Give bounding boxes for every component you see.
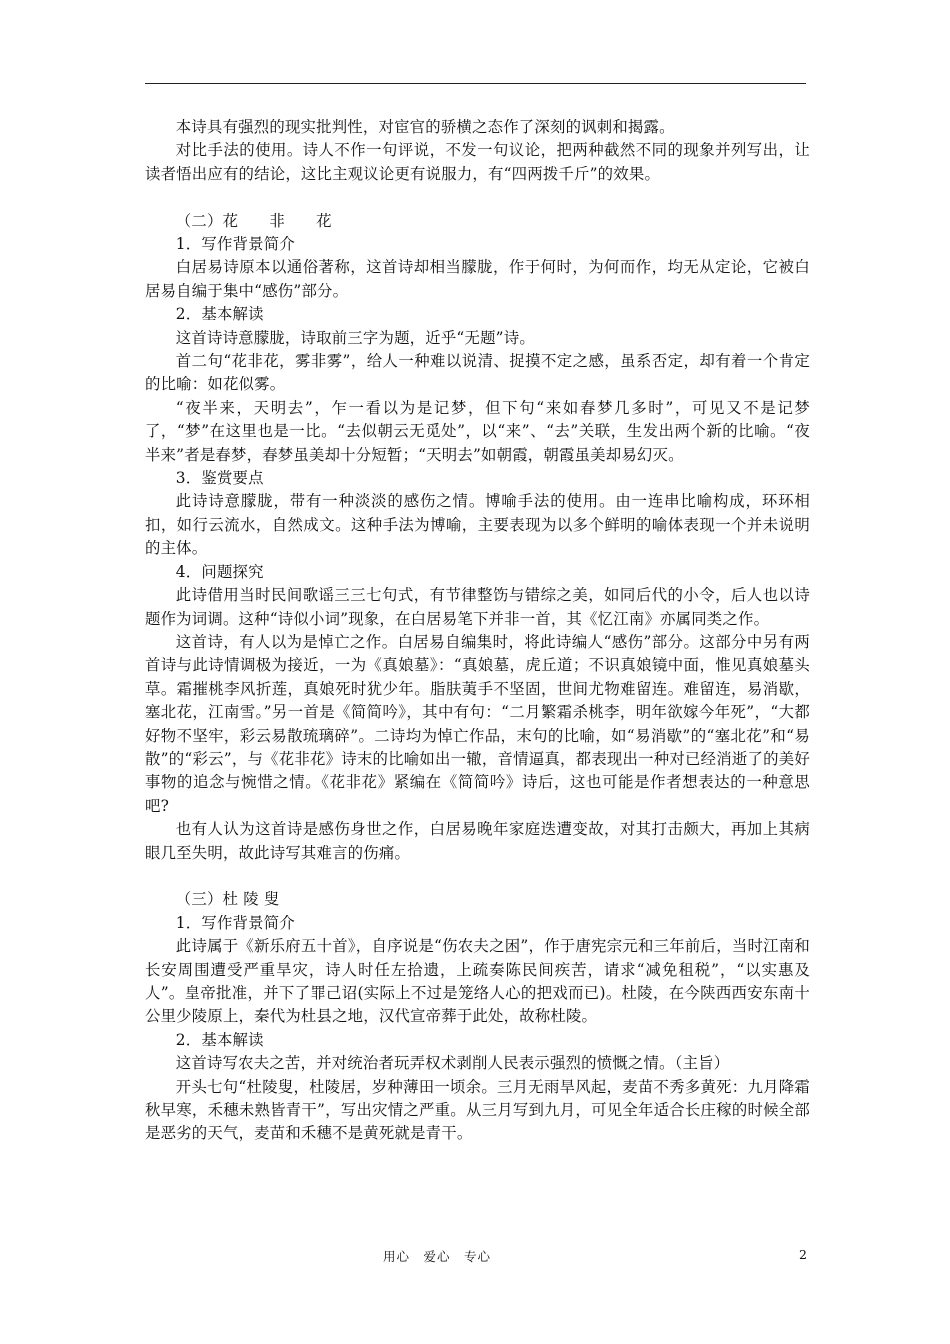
paragraph: 3．鉴赏要点 bbox=[175, 469, 264, 488]
paragraph: 本诗具有强烈的现实批判性，对宦官的骄横之态作了深刻的讽刺和揭露。 bbox=[175, 118, 675, 136]
paragraph: 也有人认为这首诗是感伤身世之作，白居易晚年家庭迭遭变故，对其打击颇大，再加上其病眼几至失明，故此诗写其难言的伤痛。 bbox=[145, 820, 810, 862]
paragraph: 2．基本解读 bbox=[175, 305, 264, 324]
paragraph: 4．问题探究 bbox=[175, 562, 264, 581]
header-rule bbox=[145, 83, 806, 84]
paragraph: （三）杜 陵 叟 bbox=[175, 890, 280, 909]
paragraph: 1．写作背景简介 bbox=[175, 913, 295, 932]
document-body bbox=[145, 116, 810, 1146]
paragraph: 1．写作背景简介 bbox=[175, 235, 295, 254]
paragraph: 白居易诗原本以通俗著称，这首诗却相当朦胧，作于何时，为何而作，均无从定论，它被白居易自编于集中“感伤”部分。 bbox=[145, 258, 810, 300]
paragraph: 这首诗，有人以为是悼亡之作。白居易自编集时，将此诗编人“感伤”部分。这部分中另有两首诗与此诗情调极为接近，一为《真娘墓》：“真娘墓，虎丘道；不识真娘镜中面，惟见真娘墓头草。霜摧桃李风折莲，真娘死时犹少年。脂肤荑手不坚固，世间尤物难留连。难留连，易消歇，塞北花，江南雪。”另一首是《简简吟》，其中有句：“二月繁霜杀桃李，明年欲嫁今年死”，“大都好物不坚牢，彩云易散琉璃碎”。二诗均为悼亡作品，末句的比喻，如“易消歇”的“塞北花”和“易散”的“彩云”，与《花非花》诗末的比喻如出一辙，音情逼真，都表现出一种对已经消逝了的美好事物的追念与惋惜之情。《花非花》紧编在《简简吟》诗后，这也可能是作者想表达的一种意思吧? bbox=[145, 632, 810, 815]
paragraph: 这首诗诗意朦胧，诗取前三字为题，近乎“无题”诗。 bbox=[175, 328, 535, 347]
paragraph-gap bbox=[145, 186, 810, 209]
paragraph: “夜半来，天明去”，乍一看以为是记梦，但下句“来如春梦几多时”，可见又不是记梦了，“梦”在这里也是一比。“去似朝云无觅处”，以“来”、“去”关联，生发出两个新的比喻。“夜半来”者是春梦，春梦虽美却十分短暂；“天明去”如朝霞，朝霞虽美却易幻灭。 bbox=[145, 398, 810, 464]
paragraph: 2．基本解读 bbox=[175, 1030, 264, 1049]
page-footer bbox=[0, 1247, 950, 1267]
paragraph: 此诗属于《新乐府五十首》，自序说是“伤农夫之困”，作于唐宪宗元和三年前后，当时江南和长安周围遭受严重旱灾，诗人时任左拾遗，上疏奏陈民间疾苦，请求“减免租税”，“以实惠及人”。皇帝批准，并下了罪己诏(实际上不过是笼络人心的把戏而已)。杜陵，在今陕西西安东南十公里少陵原上，秦代为杜县之地，汉代宣帝葬于此处，故称杜陵。 bbox=[145, 937, 810, 1026]
paragraph: （二）花 非 花 bbox=[175, 211, 332, 230]
paragraph-gap bbox=[145, 865, 810, 888]
paragraph: 此诗诗意朦胧，带有一种淡淡的感伤之情。博喻手法的使用。由一连串比喻构成，环环相扣，如行云流水，自然成文。这种手法为博喻，主要表现为以多个鲜明的喻体表现一个并未说明的主体。 bbox=[145, 492, 810, 558]
page-number: 2 bbox=[799, 1247, 807, 1262]
paragraph: 此诗借用当时民间歌谣三三七句式，有节律整饬与错综之美，如同后代的小令，后人也以诗题作为词调。这种“诗似小词”现象，在白居易笔下并非一首，其《忆江南》亦属同类之作。 bbox=[145, 586, 810, 628]
paragraph: 开头七句“杜陵叟，杜陵居，岁种薄田一顷余。三月无雨旱风起，麦苗不秀多黄死：九月降霜秋早寒，禾穗未熟皆青干”，写出灾情之严重。从三月写到九月，可见全年适合长庄稼的时候全部是恶劣的天气，麦苗和禾穗不是黄死就是青干。 bbox=[145, 1077, 810, 1143]
footer-motto: 用心 爱心 专心 bbox=[383, 1249, 492, 1264]
paragraph: 这首诗写农夫之苦，并对统治者玩弄权术剥削人民表示强烈的愤慨之情。（主旨） bbox=[175, 1054, 730, 1073]
paragraph: 首二句“花非花，雾非雾”，给人一种难以说清、捉摸不定之感，虽系否定，却有着一个肯定的比喻：如花似雾。 bbox=[145, 352, 810, 394]
paragraph: 对比手法的使用。诗人不作一句评说，不发一句议论，把两种截然不同的现象并列写出，让读者悟出应有的结论，这比主观议论更有说服力，有“四两拨千斤”的效果。 bbox=[145, 141, 810, 183]
